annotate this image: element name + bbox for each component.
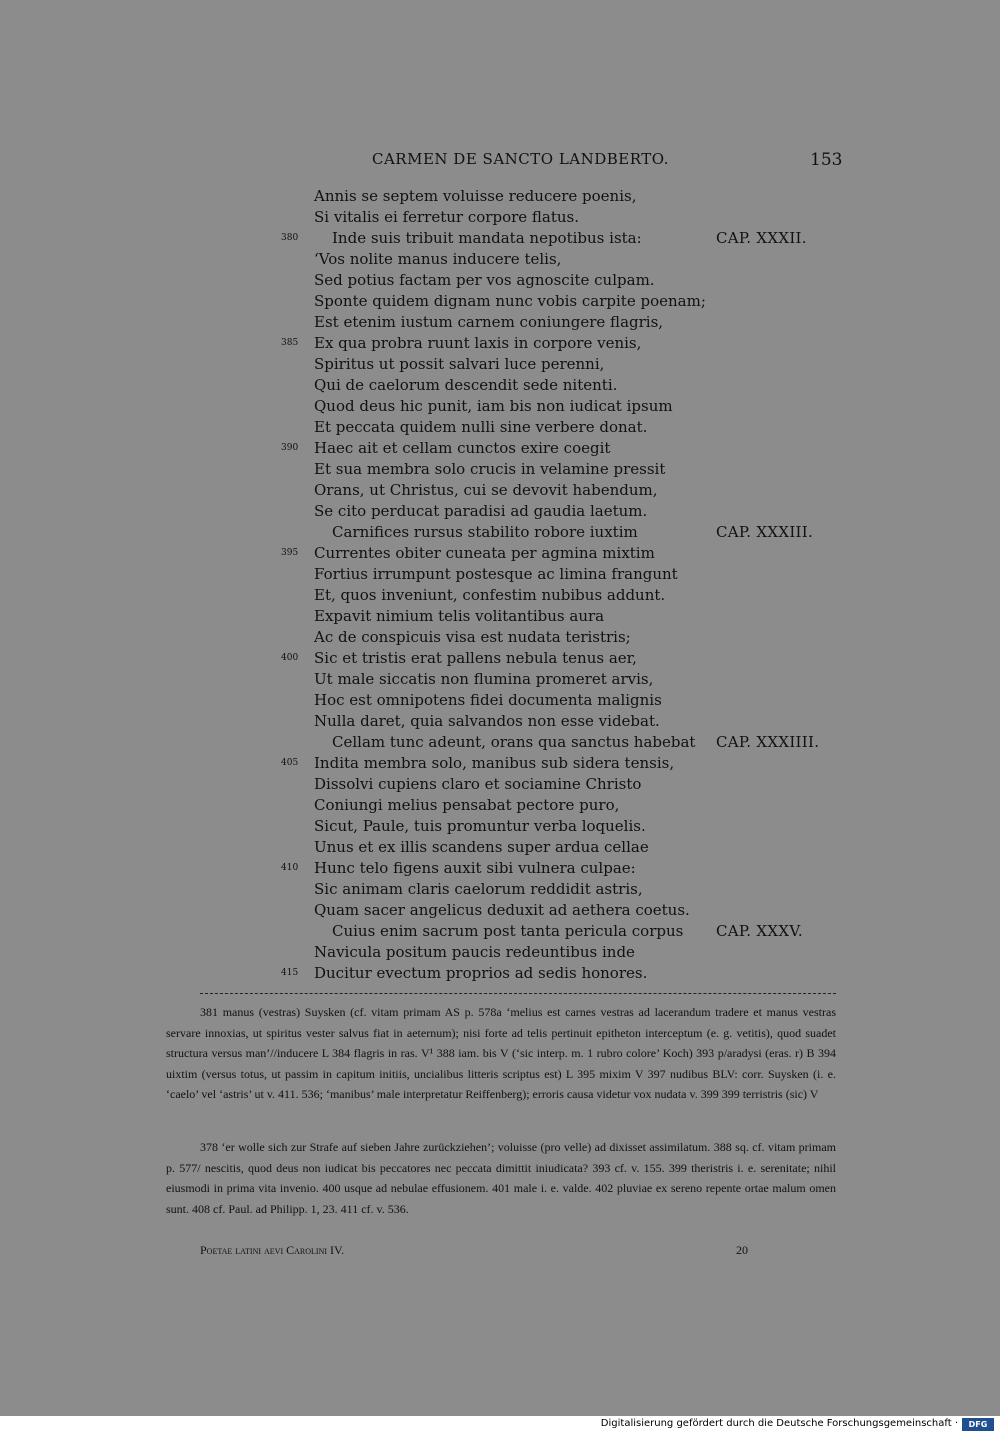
verse-text: Nulla daret, quia salvandos non esse videbat. [314, 712, 660, 730]
verse-line [0, 228, 1000, 249]
verse-text: Ex qua probra ruunt laxis in corpore venis, [314, 334, 642, 352]
verse-line [0, 585, 1000, 606]
dfg-logo[interactable]: DFG [962, 1418, 994, 1431]
verse-text: Fortius irrumpunt postesque ac limina frangunt [314, 565, 678, 583]
critical-apparatus [166, 1002, 836, 1105]
verse-line [0, 522, 1000, 543]
verse-line [0, 858, 1000, 879]
verse-text: Currentes obiter cuneata per agmina mixtim [314, 544, 655, 562]
verse-line [0, 732, 1000, 753]
chapter-marker: CAP. XXXIIII. [716, 733, 820, 751]
verse-text: Ut male siccatis non flumina promeret arvis, [314, 670, 654, 688]
chapter-marker: CAP. XXXV. [716, 922, 803, 940]
verse-text: Se cito perducat paradisi ad gaudia laetum. [314, 502, 648, 520]
verse-text: Indita membra solo, manibus sub sidera tensis, [314, 754, 675, 772]
signature-mark: 20 [736, 1243, 748, 1257]
line-number: 410 [281, 863, 299, 873]
verse-line [0, 627, 1000, 648]
verse-line [0, 837, 1000, 858]
verse-line [0, 606, 1000, 627]
verse-text: Hoc est omnipotens fidei documenta malignis [314, 691, 662, 709]
running-title: CARMEN DE SANCTO LANDBERTO. [372, 150, 669, 168]
funding-bar [0, 1416, 1000, 1434]
verse-text: Sic animam claris caelorum reddidit astris, [314, 880, 643, 898]
apparatus-text: 381 manus (vestras) Suysken (cf. vitam primam AS p. 578a ‘melius est carnes vestras ad lacerandum tradere et manus vestras servare innoxias, ut spiritus vester salvus fiat in aeternum); nisi forte ad telis pertinuit epitheton interceptum (e. g. vetitis), quod suadet structura versus man’//inducere L 384 flagris in ras. V¹ 388 iam. bis V (‘sic interp. m. 1 rubro colore’ Koch) 393 p/aradysi (eras. r) B 394 uixtim (versus totus, ut passim in capitum initiis, uncialibus litteris scriptus est) L 395 mixim V 397 nudibus BLV: corr. Suysken (i. e. ‘caelo’ vel ‘astris’ ut v. 411. 536; ‘manibus’ male interpretatur Reiffenberg); erroris causa videtur vox nudata v. 399 399 terristris (sic) V [166, 1005, 836, 1102]
verse-line [0, 438, 1000, 459]
verse-line [0, 669, 1000, 690]
verse-line [0, 963, 1000, 984]
verse-text: Quam sacer angelicus deduxit ad aethera coetus. [314, 901, 690, 919]
verse-line [0, 774, 1000, 795]
verse-text: Unus et ex illis scandens super ardua cellae [314, 838, 649, 856]
verse-text: Quod deus hic punit, iam bis non iudicat ipsum [314, 397, 673, 415]
verse-line [0, 501, 1000, 522]
verse-text: Et peccata quidem nulli sine verbere donat. [314, 418, 648, 436]
verse-text: Qui de caelorum descendit sede nitenti. [314, 376, 618, 394]
verse-text: Spiritus ut possit salvari luce perenni, [314, 355, 605, 373]
line-number: 405 [281, 758, 299, 768]
verse-text: Coniungi melius pensabat pectore puro, [314, 796, 620, 814]
verse-line [0, 480, 1000, 501]
series-title: Poetae latini aevi Carolini IV. [200, 1243, 345, 1257]
verse-text: ‘Vos nolite manus inducere telis, [314, 250, 562, 268]
verse-text: Carnifices rursus stabilito robore iuxtim [332, 523, 638, 541]
verse-line [0, 648, 1000, 669]
verse-text: Haec ait et cellam cunctos exire coegit [314, 439, 611, 457]
page-number: 153 [810, 150, 843, 170]
verse-line [0, 249, 1000, 270]
verse-line [0, 396, 1000, 417]
line-number: 385 [281, 338, 299, 348]
verse-line [0, 753, 1000, 774]
verse-line [0, 543, 1000, 564]
funding-text: Digitalisierung gefördert durch die Deutsche Forschungsgemeinschaft · [600, 1418, 958, 1429]
commentary-notes [166, 1137, 836, 1219]
verse-line [0, 900, 1000, 921]
verse-text: Cuius enim sacrum post tanta pericula corpus [332, 922, 684, 940]
verse-text: Ducitur evectum proprios ad sedis honores. [314, 964, 648, 982]
verse-line [0, 186, 1000, 207]
verse-text: Navicula positum paucis redeuntibus inde [314, 943, 635, 961]
poem-text [0, 186, 1000, 984]
notes-text: 378 ‘er wolle sich zur Strafe auf sieben Jahre zurückziehen’; voluisse (pro velle) ad dixisset assimilatum. 388 sq. cf. vitam primam p. 577/ nescitis, quod deus non iudicat bis peccatores nec peccata dimittit iniudicata? 393 cf. v. 155. 399 theristris i. e. serenitate; nihil eiusmodi in prima vita invenio. 400 usque ad nebulae effusionem. 401 male i. e. valde. 402 pluviae ex sereno repente ortae malum omen sunt. 408 cf. Paul. ad Philipp. 1, 23. 411 cf. v. 536. [166, 1140, 836, 1216]
verse-line [0, 564, 1000, 585]
verse-line [0, 291, 1000, 312]
verse-text: Si vitalis ei ferretur corpore flatus. [314, 208, 580, 226]
line-number: 400 [281, 653, 299, 663]
verse-text: Et, quos inveniunt, confestim nubibus addunt. [314, 586, 666, 604]
line-number: 390 [281, 443, 299, 453]
verse-text: Annis se septem voluisse reducere poenis, [314, 187, 637, 205]
chapter-marker: CAP. XXXII. [716, 229, 807, 247]
verse-text: Sponte quidem dignam nunc vobis carpite poenam; [314, 292, 706, 310]
verse-line [0, 270, 1000, 291]
verse-text: Hunc telo figens auxit sibi vulnera culpae: [314, 859, 636, 877]
line-number: 395 [281, 548, 299, 558]
verse-line [0, 207, 1000, 228]
verse-text: Dissolvi cupiens claro et sociamine Christo [314, 775, 642, 793]
verse-line [0, 921, 1000, 942]
line-number: 380 [281, 233, 299, 243]
verse-line [0, 375, 1000, 396]
verse-line [0, 354, 1000, 375]
verse-text: Cellam tunc adeunt, orans qua sanctus habebat [332, 733, 696, 751]
verse-text: Sed potius factam per vos agnoscite culpam. [314, 271, 655, 289]
chapter-marker: CAP. XXXIII. [716, 523, 814, 541]
verse-line [0, 459, 1000, 480]
verse-text: Est etenim iustum carnem coniungere flagris, [314, 313, 664, 331]
verse-text: Ac de conspicuis visa est nudata teristris; [314, 628, 631, 646]
verse-text: Inde suis tribuit mandata nepotibus ista: [332, 229, 642, 247]
apparatus-divider [200, 993, 836, 994]
verse-line [0, 711, 1000, 732]
line-number: 415 [281, 968, 299, 978]
verse-text: Orans, ut Christus, cui se devovit habendum, [314, 481, 658, 499]
verse-text: Sicut, Paule, tuis promuntur verba loquelis. [314, 817, 646, 835]
verse-line [0, 942, 1000, 963]
verse-line [0, 879, 1000, 900]
verse-line [0, 312, 1000, 333]
verse-line [0, 333, 1000, 354]
verse-line [0, 690, 1000, 711]
verse-text: Et sua membra solo crucis in velamine pressit [314, 460, 666, 478]
verse-line [0, 417, 1000, 438]
verse-line [0, 795, 1000, 816]
verse-line [0, 816, 1000, 837]
verse-text: Sic et tristis erat pallens nebula tenus aer, [314, 649, 637, 667]
verse-text: Expavit nimium telis volitantibus aura [314, 607, 605, 625]
